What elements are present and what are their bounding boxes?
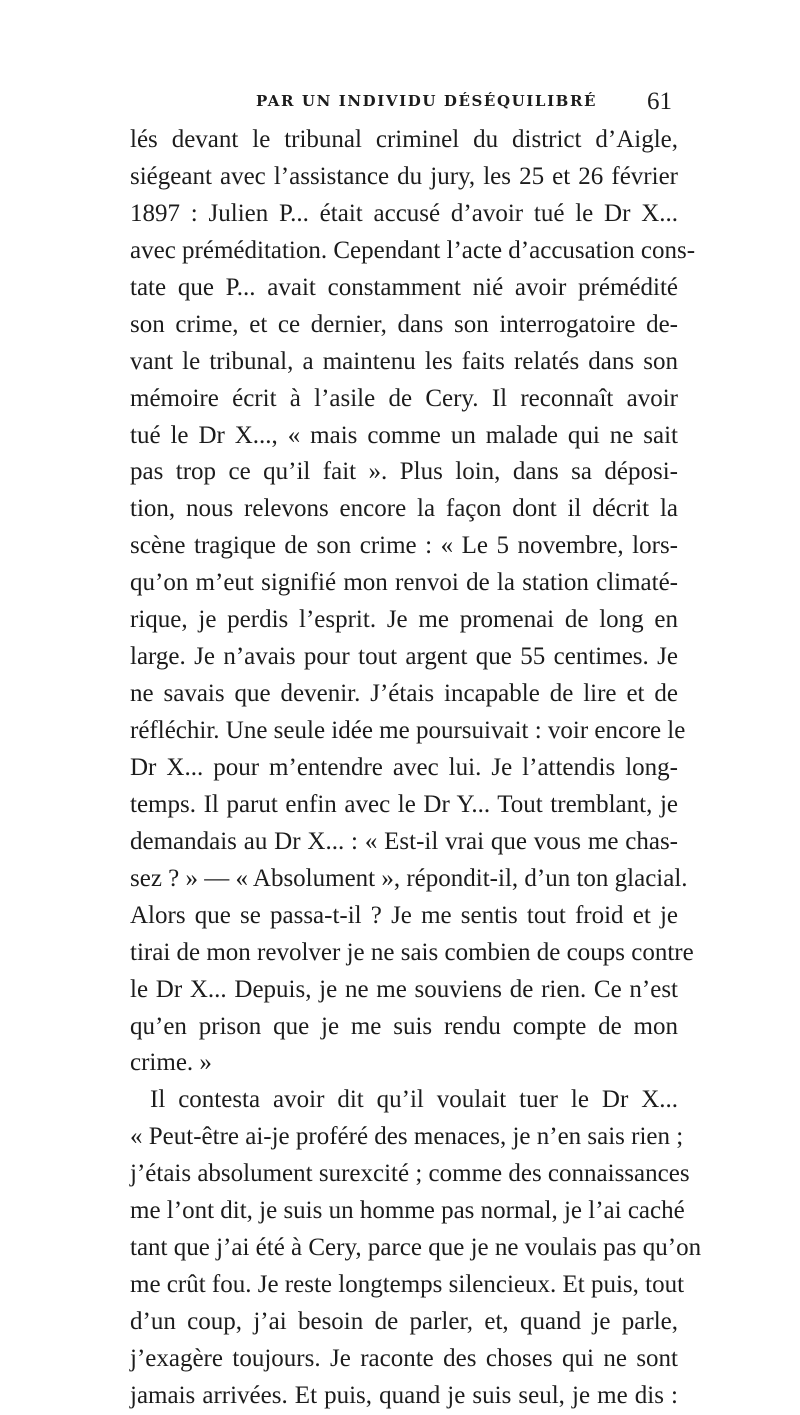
text-line: j’exagère toujours. Je raconte des choses qui ne sont	[130, 1344, 678, 1372]
text-line: le Dr X... Depuis, je ne me souviens de rien. Ce n’est	[130, 975, 678, 1003]
text-line: d’un coup, j’ai besoin de parler, et, quand je parle,	[130, 1308, 678, 1335]
text-line: mémoire écrit à l’asile de Cery. Il reconnaît avoir	[130, 384, 678, 412]
text-line: tué le Dr X..., « mais comme un malade qui ne sait	[130, 421, 678, 449]
text-line: sez ? » — « Absolument », répondit-il, d’un ton glacial.	[130, 864, 688, 892]
text-line: large. Je n’avais pour tout argent que 55 centimes. Je	[130, 643, 678, 671]
body-text	[130, 122, 702, 1415]
text-line: son crime, et ce dernier, dans son interrogatoire de-	[130, 310, 678, 338]
text-line: Dr X... pour m’entendre avec lui. Je l’attendis long-	[130, 753, 678, 781]
text-line: Alors que se passa-t-il ? Je me sentis tout froid et je	[130, 901, 678, 929]
running-title: PAR UN INDIVIDU DÉSÉQUILIBRÉ	[256, 92, 598, 110]
text-line: tate que P... avait constamment nié avoir prémédité	[130, 273, 678, 301]
text-line: pas trop ce qu’il fait ». Plus loin, dans sa déposi-	[130, 458, 678, 486]
text-line: rique, je perdis l’esprit. Je me promenai de long en	[130, 606, 678, 634]
text-line: j’étais absolument surexcité ; comme des connaissances	[130, 1160, 690, 1188]
text-line: me crût fou. Je reste longtemps silencieux. Et puis, tout	[130, 1271, 685, 1299]
text-line: réfléchir. Une seule idée me poursuivait : voir encore le	[130, 717, 686, 744]
text-line: qu’en prison que je me suis rendu compte de mon	[130, 1012, 678, 1040]
text-line: demandais au Dr X... : « Est-il vrai que vous me chas-	[130, 827, 678, 855]
text-line: tirai de mon revolver je ne sais combien de coups contre	[130, 938, 694, 966]
text-line: crime. »	[130, 1049, 212, 1077]
text-line: tion, nous relevons encore la façon dont il décrit la	[130, 495, 678, 523]
text-line: tant que j’ai été à Cery, parce que je ne voulais pas qu’on	[130, 1234, 702, 1262]
text-line: ne savais que devenir. J’étais incapable de lire et de	[130, 680, 678, 708]
text-line: vant le tribunal, a maintenu les faits relatés dans son	[130, 347, 678, 375]
text-line: Il contesta avoir dit qu’il voulait tuer le Dr X...	[150, 1086, 678, 1114]
page-header	[130, 90, 678, 120]
text-line: 1897 : Julien P... était accusé d’avoir tué le Dr X...	[130, 199, 678, 227]
text-line: scène tragique de son crime : « Le 5 novembre, lors-	[130, 532, 678, 560]
text-line: lés devant le tribunal criminel du district d’Aigle,	[130, 126, 678, 153]
text-line: siégeant avec l’assistance du jury, les 25 et 26 février	[130, 162, 678, 190]
text-line: qu’on m’eut signifié mon renvoi de la station climaté-	[130, 569, 678, 597]
text-line: « Peut-être ai-je proféré des menaces, je n’en sais rien ;	[130, 1123, 684, 1151]
page-number: 61	[647, 88, 672, 115]
text-line: jamais arrivées. Et puis, quand je suis seul, je me dis :	[130, 1381, 678, 1409]
text-line: me l’ont dit, je suis un homme pas normal, je l’ai caché	[130, 1197, 685, 1225]
text-line: avec préméditation. Cependant l’acte d’accusation cons-	[130, 236, 696, 264]
text-line: temps. Il parut enfin avec le Dr Y... Tout tremblant, je	[130, 790, 678, 818]
